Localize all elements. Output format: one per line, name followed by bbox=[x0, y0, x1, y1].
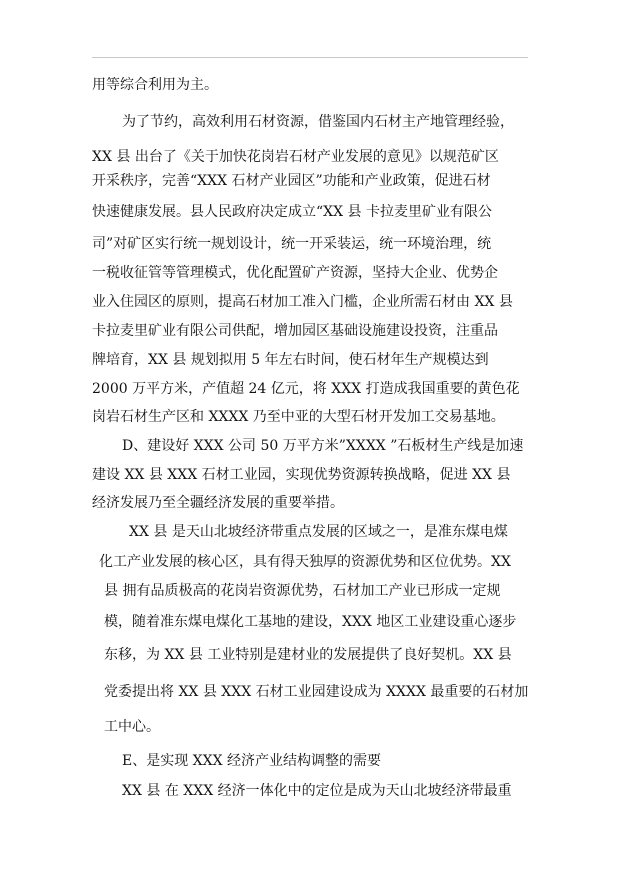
text-line-18: 县 拥有品质极高的花岗岩资源优势，石材加工产业已形成一定规 bbox=[104, 583, 501, 599]
text-line-24: XX 县 在 XXX 经济一体化中的定位是成为天山北坡经济带最重 bbox=[122, 783, 512, 799]
text-line-8: 业入住园区的原则，提高石材加工准入门槛，企业所需石材由 XX 县 bbox=[92, 294, 513, 310]
text-line-15: 经济发展乃至全疆经济发展的重要举措。 bbox=[92, 495, 344, 511]
text-line-13: D、建设好 XXX 公司 50 万平方米”XXXX ”石板材生产线是加速 bbox=[122, 438, 524, 454]
text-line-3: XX 县 出台了《关于加快花岗岩石材产业发展的意见》以规范矿区 bbox=[92, 149, 499, 165]
text-line-21: 党委提出将 XX 县 XXX 石材工业园建设成为 XXXX 最重要的石材加 bbox=[104, 684, 529, 700]
text-line-7: 一税收征管等管理模式，优化配置矿产资源，坚持大企业、优势企 bbox=[92, 265, 498, 281]
text-line-22: 工中心。 bbox=[104, 719, 160, 735]
text-line-1: 用等综合利用为主。 bbox=[92, 77, 218, 93]
text-line-9: 卡拉麦里矿业有限公司供配，增加园区基础设施建设投资，注重品 bbox=[92, 323, 498, 339]
text-line-4: 开采秩序，完善“XXX 石材产业园区”功能和产业政策，促进石材 bbox=[92, 173, 491, 189]
text-line-10: 牌培育，XX 县 规划拟用 5 年左右时间，使石材年生产规模达到 bbox=[92, 352, 489, 368]
text-line-23: E、是实现 XXX 经济产业结构调整的需要 bbox=[122, 753, 382, 769]
text-line-20: 东移，为 XX 县 工业特别是建材业的发展提供了良好契机。XX 县 bbox=[104, 647, 512, 663]
text-line-11: 2000 万平方米，产值超 24 亿元，将 XXX 打造成我国重要的黄色花 bbox=[92, 381, 520, 397]
text-line-5: 快速健康发展。县人民政府决定成立“XX 县 卡拉麦里矿业有限公 bbox=[92, 204, 492, 220]
text-line-17: 化工产业发展的核心区，具有得天独厚的资源优势和区位优势。XX bbox=[99, 554, 511, 570]
text-line-6: 司”对矿区实行统一规划设计，统一开采装运，统一环境治理，统 bbox=[92, 236, 492, 252]
text-line-2: 为了节约，高效利用石材资源，借鉴国内石材主产地管理经验， bbox=[122, 114, 514, 130]
text-line-12: 岗岩石材生产区和 XXXX 乃至中亚的大型石材开发加工交易基地。 bbox=[92, 409, 505, 425]
header-rule bbox=[92, 57, 528, 58]
text-line-19: 模，随着准东煤电煤化工基地的建设，XXX 地区工业建设重心逐步 bbox=[104, 614, 517, 630]
text-line-14: 建设 XX 县 XXX 石材工业园，实现优势资源转换战略，促进 XX 县 bbox=[92, 467, 511, 483]
text-line-16: XX 县 是天山北坡经济带重点发展的区域之一，是准东煤电煤 bbox=[129, 524, 508, 540]
